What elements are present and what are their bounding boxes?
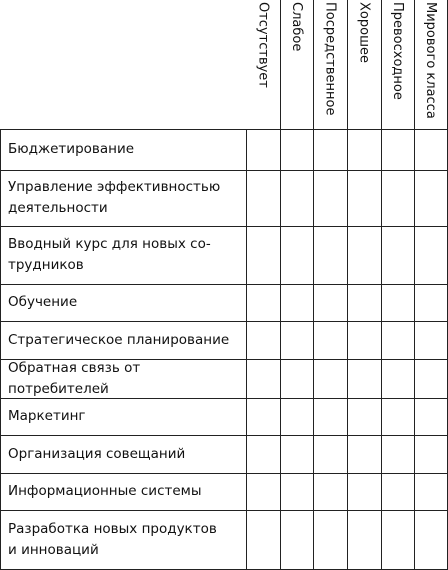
rating-cell[interactable]: [313, 435, 347, 473]
row-label-line: Маркетинг: [8, 408, 86, 424]
rating-cell[interactable]: [347, 284, 381, 321]
column-header: [313, 0, 347, 128]
rating-cell[interactable]: [381, 284, 414, 321]
row-label-text: [8, 358, 242, 400]
rating-cell[interactable]: [381, 321, 414, 359]
rating-cell[interactable]: [414, 398, 447, 435]
rating-cell[interactable]: [313, 129, 347, 170]
column-header: [246, 0, 280, 128]
rating-cell[interactable]: [347, 435, 381, 473]
rating-cell[interactable]: [246, 170, 280, 226]
row-label-text: [8, 292, 77, 313]
rating-cell[interactable]: [414, 435, 447, 473]
column-divider: [347, 0, 348, 570]
row-label: [8, 473, 242, 510]
rating-cell[interactable]: [246, 321, 280, 359]
rating-cell[interactable]: [414, 129, 447, 170]
column-divider: [246, 129, 247, 570]
column-header-label: Слабое: [289, 2, 304, 52]
rating-cell[interactable]: [246, 284, 280, 321]
column-divider: [381, 0, 382, 570]
row-label-line: Разработка новых продуктов: [8, 520, 217, 537]
column-header-label: Хорошее: [356, 2, 372, 63]
row-label-text: [8, 139, 134, 160]
row-label-line: трудников: [8, 257, 84, 273]
row-label-line: Стратегическое планирование: [8, 331, 230, 348]
rating-cell[interactable]: [280, 226, 313, 284]
rating-cell[interactable]: [280, 129, 313, 170]
row-label: [8, 435, 242, 473]
rating-cell[interactable]: [414, 170, 447, 226]
rating-cell[interactable]: [347, 226, 381, 284]
rating-cell[interactable]: [313, 226, 347, 284]
rating-cell[interactable]: [347, 170, 381, 226]
row-label: [8, 170, 242, 226]
rating-cell[interactable]: [280, 473, 313, 510]
row-label: [8, 226, 242, 284]
rating-cell[interactable]: [313, 398, 347, 435]
rating-cell[interactable]: [414, 321, 447, 359]
row-label: [8, 510, 242, 569]
rating-cell[interactable]: [246, 435, 280, 473]
column-header-label: Отсутствует: [255, 2, 271, 88]
row-label-line: и инноваций: [8, 541, 99, 558]
column-header: [347, 0, 381, 128]
rating-cell[interactable]: [414, 473, 447, 510]
rating-cell[interactable]: [280, 359, 313, 398]
rating-cell[interactable]: [414, 226, 447, 284]
rating-cell[interactable]: [280, 510, 313, 569]
row-label-line: Обучение: [8, 294, 78, 310]
column-divider: [414, 0, 415, 570]
row-label-line: Бюджетирование: [8, 141, 135, 157]
column-divider: [313, 0, 314, 570]
row-label-text: [8, 330, 229, 351]
row-label: [8, 129, 242, 170]
row-label: [8, 359, 242, 398]
row-label: [8, 321, 242, 359]
rating-cell[interactable]: [347, 510, 381, 569]
rating-cell[interactable]: [414, 359, 447, 398]
row-label-line: Вводный курс для новых со-: [8, 236, 211, 252]
rating-cell[interactable]: [280, 284, 313, 321]
rating-cell[interactable]: [313, 284, 347, 321]
column-header-label: Мирового класса: [423, 2, 438, 119]
column-divider: [280, 0, 281, 570]
rating-cell[interactable]: [381, 473, 414, 510]
rating-cell[interactable]: [381, 398, 414, 435]
rating-cell[interactable]: [280, 435, 313, 473]
column-header-label: Превосходное: [390, 2, 405, 100]
rating-cell[interactable]: [246, 359, 280, 398]
row-label-text: [8, 444, 185, 465]
rating-cell[interactable]: [347, 473, 381, 510]
rating-cell[interactable]: [280, 398, 313, 435]
rating-cell[interactable]: [381, 170, 414, 226]
row-label-line: деятельности: [8, 200, 108, 216]
rating-cell[interactable]: [246, 473, 280, 510]
rating-cell[interactable]: [347, 398, 381, 435]
row-label: [8, 398, 242, 435]
table-left-border: [0, 129, 1, 570]
row-label-line: Организация совещаний: [8, 445, 186, 462]
rating-cell[interactable]: [313, 359, 347, 398]
rating-cell[interactable]: [313, 170, 347, 226]
row-label-text: [8, 406, 86, 427]
rating-cell[interactable]: [347, 359, 381, 398]
rating-cell[interactable]: [246, 129, 280, 170]
row-label-text: [8, 234, 211, 276]
row-label-text: [8, 481, 202, 502]
row-label-line: Информационные системы: [8, 483, 202, 499]
rating-cell[interactable]: [414, 284, 447, 321]
rating-cell[interactable]: [313, 473, 347, 510]
column-header: [414, 0, 447, 128]
rating-cell[interactable]: [280, 170, 313, 226]
rating-cell[interactable]: [381, 510, 414, 569]
rating-cell[interactable]: [313, 321, 347, 359]
row-label-line: Управление эффективностью: [8, 179, 221, 195]
rating-cell[interactable]: [347, 129, 381, 170]
row-label-line: Обратная связь от потребителей: [8, 359, 141, 397]
rating-cell[interactable]: [414, 510, 447, 569]
rating-cell[interactable]: [381, 359, 414, 398]
rating-cell[interactable]: [246, 398, 280, 435]
rating-cell[interactable]: [313, 510, 347, 569]
row-label-text: [8, 177, 220, 219]
column-header: [280, 0, 313, 128]
row-label: [8, 284, 242, 321]
row-label-text: [8, 519, 217, 561]
rating-cell[interactable]: [381, 226, 414, 284]
rating-cell[interactable]: [246, 226, 280, 284]
column-header: [381, 0, 414, 128]
rating-cell[interactable]: [280, 321, 313, 359]
rating-cell[interactable]: [347, 321, 381, 359]
rating-cell[interactable]: [246, 510, 280, 569]
rating-cell[interactable]: [381, 435, 414, 473]
rating-cell[interactable]: [381, 129, 414, 170]
column-header-label: Посредственное: [322, 2, 338, 116]
